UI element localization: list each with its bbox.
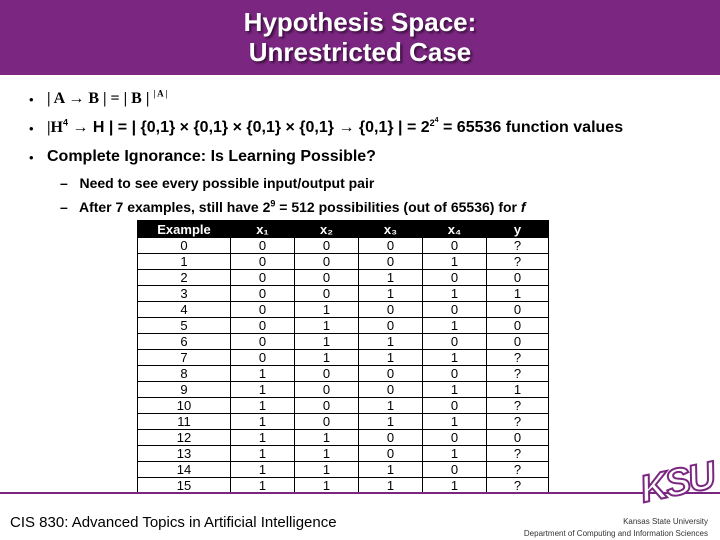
- cell-x3: 1: [359, 478, 423, 494]
- cell-x1: 0: [231, 270, 295, 286]
- subbullet-2-prefix: After 7 examples, still have 2: [78, 199, 271, 215]
- cell-x4: 1: [423, 318, 487, 334]
- cell-x2: 1: [295, 318, 359, 334]
- cell-x3: 0: [359, 446, 423, 462]
- header-x1: x₁: [231, 221, 295, 238]
- examples-table: [137, 220, 549, 494]
- header-x3: x₃: [359, 221, 423, 238]
- cell-example: 15: [138, 478, 231, 494]
- cell-x3: 0: [359, 302, 423, 318]
- ksu-logo: KSU: [636, 454, 718, 512]
- cell-x2: 0: [295, 366, 359, 382]
- cell-x1: 1: [231, 462, 295, 478]
- table-row: [138, 254, 549, 270]
- cell-y: ?: [487, 398, 549, 414]
- subbullet-2: [60, 199, 526, 215]
- cell-x2: 0: [295, 414, 359, 430]
- course-title: CIS 830: Advanced Topics in Artificial Intelligence: [10, 514, 337, 531]
- bullet-2-sup-4: 4: [62, 117, 68, 128]
- cell-x1: 0: [231, 238, 295, 254]
- cell-x1: 0: [231, 334, 295, 350]
- cell-example: 3: [138, 286, 231, 302]
- bullet-1: [47, 90, 167, 108]
- cell-example: 10: [138, 398, 231, 414]
- bullet-2-body: → H | = | {0,1} × {0,1} × {0,1} × {0,1} → {0,1} | = 2: [67, 119, 430, 136]
- department-name: Department of Computing and Information Sciences: [523, 529, 708, 538]
- cell-x4: 1: [423, 382, 487, 398]
- cell-example: 11: [138, 414, 231, 430]
- footer-rule: [0, 492, 720, 494]
- table-row: [138, 462, 549, 478]
- table-row: [138, 318, 549, 334]
- table-header-row: [138, 221, 549, 238]
- subbullet-1-text: Need to see every possible input/output pair: [79, 175, 375, 191]
- cell-x1: 0: [231, 318, 295, 334]
- title-bar: [0, 0, 720, 75]
- table-row: [138, 334, 549, 350]
- bullet-1-superscript: | A |: [153, 88, 168, 99]
- cell-example: 1: [138, 254, 231, 270]
- table-row: [138, 270, 549, 286]
- cell-x4: 0: [423, 366, 487, 382]
- cell-x2: 1: [295, 462, 359, 478]
- cell-x2: 0: [295, 254, 359, 270]
- cell-x3: 0: [359, 238, 423, 254]
- header-example: Example: [138, 221, 231, 238]
- cell-example: 0: [138, 238, 231, 254]
- cell-x3: 1: [359, 334, 423, 350]
- cell-x2: 1: [295, 430, 359, 446]
- table-row: [138, 350, 549, 366]
- cell-y: 0: [487, 318, 549, 334]
- table-row: [138, 446, 549, 462]
- bullet-marker: •: [29, 150, 34, 165]
- cell-x2: 1: [295, 446, 359, 462]
- subbullet-dash: –: [60, 199, 68, 215]
- cell-x2: 0: [295, 286, 359, 302]
- cell-x4: 1: [423, 254, 487, 270]
- cell-x3: 1: [359, 414, 423, 430]
- cell-x3: 0: [359, 366, 423, 382]
- cell-example: 2: [138, 270, 231, 286]
- cell-example: 13: [138, 446, 231, 462]
- bullet-2-prefix: |H: [47, 119, 63, 136]
- cell-x1: 0: [231, 286, 295, 302]
- cell-x3: 1: [359, 286, 423, 302]
- cell-y: 0: [487, 270, 549, 286]
- cell-x4: 1: [423, 286, 487, 302]
- cell-example: 6: [138, 334, 231, 350]
- table-row: [138, 286, 549, 302]
- cell-y: ?: [487, 414, 549, 430]
- table-row: [138, 414, 549, 430]
- university-name: Kansas State University: [623, 517, 708, 526]
- cell-y: 1: [487, 382, 549, 398]
- table-row: [138, 382, 549, 398]
- cell-x4: 0: [423, 398, 487, 414]
- cell-x4: 1: [423, 446, 487, 462]
- cell-x3: 1: [359, 398, 423, 414]
- subbullet-1: [60, 175, 374, 191]
- table-row: [138, 366, 549, 382]
- cell-x1: 1: [231, 398, 295, 414]
- cell-y: 1: [487, 286, 549, 302]
- cell-x4: 1: [423, 350, 487, 366]
- cell-x3: 0: [359, 430, 423, 446]
- cell-x3: 0: [359, 382, 423, 398]
- bullet-marker: •: [29, 121, 34, 136]
- cell-x4: 0: [423, 430, 487, 446]
- cell-x4: 0: [423, 238, 487, 254]
- cell-y: ?: [487, 446, 549, 462]
- header-x4: x₄: [423, 221, 487, 238]
- header-x2: x₂: [295, 221, 359, 238]
- bullet-2-exponent-nested: 4: [434, 116, 439, 124]
- cell-example: 7: [138, 350, 231, 366]
- cell-y: ?: [487, 254, 549, 270]
- subbullet-2-sup: 9: [270, 198, 276, 209]
- university-credit: [524, 516, 708, 540]
- cell-y: 0: [487, 302, 549, 318]
- cell-x1: 1: [231, 414, 295, 430]
- cell-x2: 0: [295, 238, 359, 254]
- cell-y: ?: [487, 478, 549, 494]
- cell-x1: 0: [231, 254, 295, 270]
- cell-example: 5: [138, 318, 231, 334]
- table-row: [138, 302, 549, 318]
- cell-y: ?: [487, 238, 549, 254]
- cell-x4: 0: [423, 270, 487, 286]
- subbullet-dash: –: [60, 175, 68, 191]
- cell-example: 8: [138, 366, 231, 382]
- cell-x1: 1: [231, 478, 295, 494]
- slide-title-line1: Hypothesis Space:: [243, 7, 477, 37]
- cell-x3: 1: [359, 462, 423, 478]
- slide-title-line2: Unrestricted Case: [248, 37, 472, 67]
- cell-x1: 1: [231, 366, 295, 382]
- cell-x2: 1: [295, 334, 359, 350]
- table-row: [138, 398, 549, 414]
- cell-x2: 0: [295, 382, 359, 398]
- cell-y: 0: [487, 430, 549, 446]
- cell-y: 0: [487, 334, 549, 350]
- cell-x1: 1: [231, 382, 295, 398]
- bullet-2-exponent: 24: [429, 116, 439, 128]
- cell-y: ?: [487, 462, 549, 478]
- table-row: [138, 430, 549, 446]
- cell-x2: 1: [295, 350, 359, 366]
- cell-y: ?: [487, 366, 549, 382]
- cell-x2: 0: [295, 270, 359, 286]
- cell-x4: 0: [423, 334, 487, 350]
- cell-x4: 0: [423, 302, 487, 318]
- cell-x1: 1: [231, 430, 295, 446]
- cell-x3: 1: [359, 270, 423, 286]
- cell-x2: 1: [295, 302, 359, 318]
- table-body: [138, 238, 549, 494]
- cell-x1: 0: [231, 302, 295, 318]
- cell-example: 4: [138, 302, 231, 318]
- cell-x3: 0: [359, 254, 423, 270]
- subbullet-2-f: f: [520, 199, 526, 215]
- cell-example: 9: [138, 382, 231, 398]
- bullet-1-text: | A → B | = | B |: [47, 90, 154, 107]
- header-y: y: [487, 221, 549, 238]
- cell-example: 12: [138, 430, 231, 446]
- cell-x3: 0: [359, 318, 423, 334]
- subbullet-2-mid: = 512 possibilities (out of 65536) for: [275, 199, 521, 215]
- cell-x2: 0: [295, 398, 359, 414]
- cell-x4: 1: [423, 414, 487, 430]
- bullet-2: [47, 116, 624, 137]
- cell-x4: 0: [423, 462, 487, 478]
- cell-x1: 0: [231, 350, 295, 366]
- table-row: [138, 238, 549, 254]
- cell-example: 14: [138, 462, 231, 478]
- cell-x2: 1: [295, 478, 359, 494]
- cell-x1: 1: [231, 446, 295, 462]
- cell-x4: 1: [423, 478, 487, 494]
- cell-x3: 1: [359, 350, 423, 366]
- bullet-3: Complete Ignorance: Is Learning Possible?: [47, 148, 376, 165]
- bullet-marker: •: [29, 92, 34, 107]
- cell-y: ?: [487, 350, 549, 366]
- bullet-2-suffix: = 65536 function values: [438, 119, 624, 136]
